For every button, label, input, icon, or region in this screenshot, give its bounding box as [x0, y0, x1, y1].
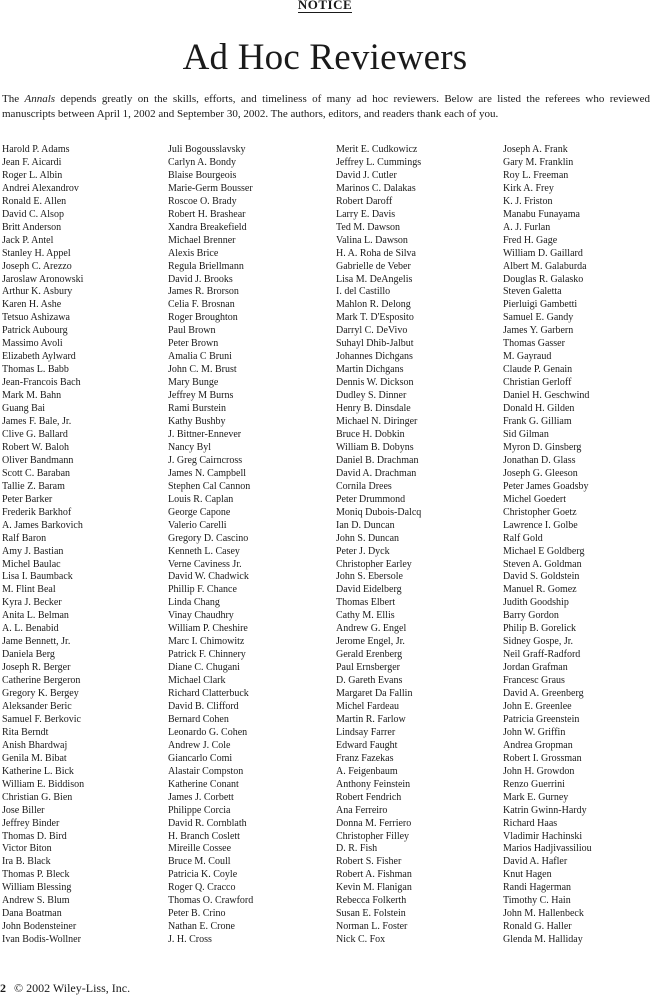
reviewer-name: Gregory D. Cascino	[168, 532, 249, 544]
reviewer-column-1	[2, 144, 84, 947]
reviewer-name: Robert A. Fishman	[336, 869, 412, 881]
reviewer-name: Dudley S. Dinner	[336, 390, 407, 402]
reviewer-name: Steven Galetta	[503, 286, 562, 298]
reviewer-name: Manabu Funayama	[503, 208, 580, 220]
reviewer-name: James J. Corbett	[168, 791, 234, 803]
reviewer-name: D. R. Fish	[336, 843, 378, 855]
reviewer-name: Mary Bunge	[168, 377, 219, 389]
reviewer-name: Richard Clatterbuck	[168, 688, 249, 700]
reviewer-name: Renzo Guerrini	[503, 778, 565, 790]
reviewer-name: Roger Q. Cracco	[168, 882, 236, 894]
reviewer-name: M. Gayraud	[503, 351, 552, 363]
reviewer-name: Merit E. Cudkowicz	[336, 144, 418, 155]
reviewer-name: A. James Barkovich	[2, 519, 83, 531]
reviewer-name: Kathy Bushby	[168, 416, 226, 428]
reviewer-name: Peter Barker	[2, 493, 53, 505]
reviewer-name: Patrick F. Chinnery	[168, 649, 246, 661]
reviewer-name: Clive G. Ballard	[2, 428, 68, 440]
reviewer-name: Anthony Feinstein	[336, 778, 411, 790]
reviewer-name: Vladimir Hachinski	[503, 830, 583, 842]
reviewer-name: J. Greg Cairncross	[168, 454, 243, 466]
reviewer-name: J. H. Cross	[168, 934, 212, 946]
reviewer-name: Mark T. D'Esposito	[336, 312, 414, 324]
reviewer-name: Knut Hagen	[503, 869, 552, 881]
reviewer-name: David R. Cornblath	[168, 817, 247, 829]
reviewer-name: Verne Caviness Jr.	[168, 558, 242, 570]
reviewer-name: H. Branch Coslett	[168, 830, 240, 842]
reviewer-column-2	[168, 144, 253, 947]
intro-paragraph	[2, 92, 650, 122]
reviewer-name: Mark E. Gurney	[503, 791, 569, 803]
reviewer-name: Samuel E. Gandy	[503, 312, 574, 324]
reviewer-name: Anish Bhardwaj	[2, 739, 68, 751]
reviewer-name: Jean F. Aicardi	[2, 156, 62, 168]
reviewer-name: Thomas D. Bird	[2, 830, 67, 842]
reviewer-name: James R. Brorson	[168, 286, 239, 298]
reviewer-name: Suhayl Dhib-Jalbut	[336, 338, 414, 350]
reviewer-name: Darryl C. DeVivo	[336, 325, 408, 337]
reviewer-name: Ian D. Duncan	[336, 519, 395, 531]
reviewer-name: John C. M. Brust	[168, 364, 237, 376]
reviewer-name: Catherine Bergeron	[2, 675, 81, 687]
reviewer-name: Jean-Francois Bach	[2, 377, 81, 389]
reviewer-name: Andrea Gropman	[503, 739, 573, 751]
reviewer-name: Ronald E. Allen	[2, 195, 67, 207]
reviewer-name: David J. Brooks	[168, 273, 233, 285]
reviewer-name: Frank G. Gilliam	[503, 416, 572, 428]
reviewer-name: Marios Hadjivassiliou	[503, 843, 592, 855]
reviewer-name: Stephen Cal Cannon	[168, 480, 251, 492]
reviewer-name: Peter J. Dyck	[336, 545, 390, 557]
reviewer-name: Franz Fazekas	[336, 752, 394, 764]
reviewer-name: Roger L. Albin	[2, 169, 63, 181]
reviewer-name: Diane C. Chugani	[168, 662, 240, 674]
reviewer-name: Katherine L. Bick	[2, 765, 74, 777]
reviewer-name: Steven A. Goldman	[503, 558, 582, 570]
reviewer-name: Gary M. Franklin	[503, 156, 574, 168]
reviewer-name: Valerio Carelli	[168, 519, 227, 531]
reviewer-name: Sid Gilman	[503, 428, 549, 440]
reviewer-name: Daniela Berg	[2, 649, 55, 661]
reviewer-column-4	[503, 144, 592, 947]
reviewer-name: Gregory K. Bergey	[2, 688, 79, 700]
reviewer-name: Andrei Alexandrov	[2, 182, 79, 194]
reviewer-name: Patrick Aubourg	[2, 325, 68, 337]
reviewer-name: Daniel H. Geschwind	[503, 390, 590, 402]
reviewer-name: Rami Burstein	[168, 403, 227, 415]
reviewer-name: Tallie Z. Baram	[2, 480, 65, 492]
reviewer-name: Gabrielle de Veber	[336, 260, 411, 272]
reviewer-name: Alastair Compston	[168, 765, 244, 777]
reviewer-name: Robert I. Grossman	[503, 752, 582, 764]
reviewer-name: John W. Griffin	[503, 726, 566, 738]
reviewer-name: Celia F. Brosnan	[168, 299, 235, 311]
reviewer-name: James N. Campbell	[168, 467, 247, 479]
reviewer-name: Carlyn A. Bondy	[168, 156, 237, 168]
reviewer-name: David A. Drachman	[336, 467, 417, 479]
reviewer-name: Jerome Engel, Jr.	[336, 636, 405, 648]
reviewer-name: Andrew G. Engel	[336, 623, 407, 635]
reviewer-name: Albert M. Galaburda	[503, 260, 587, 272]
reviewer-name: John M. Hallenbeck	[503, 908, 584, 920]
reviewer-name: William Blessing	[2, 882, 72, 894]
reviewer-name: Harold P. Adams	[2, 144, 70, 155]
reviewer-name: Thomas P. Bleck	[2, 869, 70, 881]
reviewer-name: Cathy M. Ellis	[336, 610, 395, 622]
reviewer-name: Michel Goedert	[503, 493, 567, 505]
reviewer-name: Christian Gerloff	[503, 377, 572, 389]
reviewer-name: Robert Daroff	[336, 195, 393, 207]
reviewer-name: John S. Ebersole	[336, 571, 403, 583]
reviewer-name: Johannes Dichgans	[336, 351, 413, 363]
reviewer-name: Kevin M. Flanigan	[336, 882, 412, 894]
reviewer-name: Martin Dichgans	[336, 364, 404, 376]
reviewer-name: Mireille Cossee	[168, 843, 232, 855]
reviewer-name: Massimo Avoli	[2, 338, 63, 350]
reviewer-name: Robert S. Fisher	[336, 856, 402, 868]
reviewer-name: Glenda M. Halliday	[503, 934, 583, 946]
reviewer-name: Peter Drummond	[336, 493, 406, 505]
reviewer-name: Moniq Dubois-Dalcq	[336, 506, 422, 518]
reviewer-name: David J. Cutler	[336, 169, 397, 181]
reviewer-name: David W. Chadwick	[168, 571, 249, 583]
reviewer-name: A. J. Furlan	[503, 221, 551, 233]
reviewer-name: Judith Goodship	[503, 597, 569, 609]
reviewer-name: Jose Biller	[2, 804, 45, 816]
reviewer-name: Thomas O. Crawford	[168, 895, 254, 907]
reviewer-name: Patricia Greenstein	[503, 713, 580, 725]
reviewer-name: Manuel R. Gomez	[503, 584, 577, 596]
reviewer-name: David Eidelberg	[336, 584, 402, 596]
reviewer-name: Roger Broughton	[168, 312, 238, 324]
reviewer-name: Neil Graff-Radford	[503, 649, 581, 661]
reviewer-name: George Capone	[168, 506, 231, 518]
reviewer-name: Arthur K. Asbury	[2, 286, 73, 298]
reviewer-name: Ivan Bodis-Wollner	[2, 934, 81, 946]
reviewer-name: Scott C. Baraban	[2, 467, 71, 479]
reviewer-name: H. A. Roha de Silva	[336, 247, 416, 259]
page-number: 2	[0, 981, 6, 995]
reviewer-name: Lisa I. Baumback	[2, 571, 73, 583]
reviewer-name: Katrin Gwinn-Hardy	[503, 804, 587, 816]
reviewer-name: Alexis Brice	[168, 247, 219, 259]
reviewer-name: Christopher Earley	[336, 558, 412, 570]
reviewer-name: Michel Baulac	[2, 558, 61, 570]
reviewer-name: A. L. Benabid	[2, 623, 59, 635]
reviewer-name: Michael Clark	[168, 675, 226, 687]
reviewer-name: Marinos C. Dalakas	[336, 182, 416, 194]
notice-heading: NOTICE	[0, 0, 650, 13]
reviewer-name: Guang Bai	[2, 403, 46, 415]
reviewer-name: Rebecca Folkerth	[336, 895, 407, 907]
reviewer-name: M. Flint Beal	[2, 584, 56, 596]
reviewer-name: Cornila Drees	[336, 480, 392, 492]
reviewer-name: John E. Greenlee	[503, 700, 572, 712]
reviewer-name: Amy J. Bastian	[2, 545, 64, 557]
reviewer-name: Leonardo G. Cohen	[168, 726, 248, 738]
reviewer-name: I. del Castillo	[336, 286, 391, 298]
reviewer-name: Gerald Erenberg	[336, 649, 403, 661]
reviewer-name: Bruce M. Coull	[168, 856, 231, 868]
reviewer-name: Xandra Breakefield	[168, 221, 247, 233]
reviewer-name: Dennis W. Dickson	[336, 377, 414, 389]
reviewer-name: Dana Boatman	[2, 908, 62, 920]
reviewer-column-3	[336, 144, 421, 947]
reviewer-name: Ralf Gold	[503, 532, 543, 544]
reviewer-name: Donald H. Gilden	[503, 403, 575, 415]
reviewer-name: William D. Gaillard	[503, 247, 583, 259]
reviewer-name: David B. Clifford	[168, 700, 239, 712]
reviewer-name: Fred H. Gage	[503, 234, 558, 246]
reviewer-name: Juli Bogousslavsky	[168, 144, 246, 155]
reviewer-name: Joseph C. Arezzo	[2, 260, 72, 272]
reviewer-name: Norman L. Foster	[336, 921, 408, 933]
reviewer-name: Joseph R. Berger	[2, 662, 71, 674]
reviewer-name: Jeffrey Binder	[2, 817, 60, 829]
reviewer-name: Amalia C Bruni	[168, 351, 232, 363]
reviewer-name: Ana Ferreiro	[336, 804, 388, 816]
reviewer-name: Thomas Gasser	[503, 338, 565, 350]
reviewer-name: Edward Faught	[336, 739, 398, 751]
reviewer-name: Samuel F. Berkovic	[2, 713, 81, 725]
reviewer-name: Anita L. Belman	[2, 610, 69, 622]
reviewer-name: Mahlon R. Delong	[336, 299, 411, 311]
reviewer-name: Marc I. Chimowitz	[168, 636, 245, 648]
reviewer-name: Daniel B. Drachman	[336, 454, 419, 466]
reviewer-name: Barry Gordon	[503, 610, 559, 622]
reviewer-name: John H. Growdon	[503, 765, 575, 777]
page-footer	[0, 981, 130, 996]
reviewer-name: Ted M. Dawson	[336, 221, 401, 233]
reviewer-name: Robert W. Baloh	[2, 441, 69, 453]
reviewer-name: Susan E. Folstein	[336, 908, 406, 920]
reviewer-name: Myron D. Ginsberg	[503, 441, 582, 453]
reviewer-name: Jeffrey M Burns	[168, 390, 234, 402]
reviewer-name: Ira B. Black	[2, 856, 51, 868]
reviewer-name: Vinay Chaudhry	[168, 610, 234, 622]
reviewer-name: Douglas R. Galasko	[503, 273, 584, 285]
reviewer-name: Giancarlo Comi	[168, 752, 233, 764]
reviewer-name: Aleksander Beric	[2, 700, 72, 712]
reviewer-name: Andrew J. Cole	[168, 739, 231, 751]
reviewer-name: Ronald G. Haller	[503, 921, 572, 933]
reviewer-name: Martin R. Farlow	[336, 713, 406, 725]
reviewer-name: Joseph G. Gleeson	[503, 467, 578, 479]
reviewer-name: Jeffrey L. Cummings	[336, 156, 422, 168]
reviewer-name: Francesc Graus	[503, 675, 565, 687]
reviewer-name: Peter Brown	[168, 338, 219, 350]
reviewer-name: Margaret Da Fallin	[336, 688, 413, 700]
reviewer-name: Rita Berndt	[2, 726, 49, 738]
reviewer-name: David A. Greenberg	[503, 688, 584, 700]
reviewer-name: Joseph A. Frank	[503, 144, 568, 155]
reviewer-name: Mark M. Bahn	[2, 390, 62, 402]
reviewer-name: K. J. Friston	[503, 195, 553, 207]
reviewer-name: Philippe Corcia	[168, 804, 231, 816]
reviewer-name: Peter James Goadsby	[503, 480, 589, 492]
reviewer-name: Kirk A. Frey	[503, 182, 554, 194]
reviewer-name: Marie-Germ Bousser	[168, 182, 253, 194]
reviewer-name: Stanley H. Appel	[2, 247, 71, 259]
reviewer-name: Nathan E. Crone	[168, 921, 235, 933]
reviewer-name: Bruce H. Dobkin	[336, 428, 405, 440]
reviewer-name: Oliver Bandmann	[2, 454, 74, 466]
reviewer-name: Claude P. Genain	[503, 364, 573, 376]
reviewer-name: Victor Biton	[2, 843, 52, 855]
reviewer-name: D. Gareth Evans	[336, 675, 403, 687]
reviewer-name: David A. Hafler	[503, 856, 568, 868]
reviewer-name: Blaise Bourgeois	[168, 169, 237, 181]
reviewer-name: Nancy Byl	[168, 441, 212, 453]
reviewer-name: Elizabeth Aylward	[2, 351, 76, 363]
reviewer-name: Patricia K. Coyle	[168, 869, 238, 881]
reviewer-name: Roy L. Freeman	[503, 169, 569, 181]
reviewer-name: Lindsay Farrer	[336, 726, 396, 738]
reviewer-name: James Y. Garbern	[503, 325, 574, 337]
reviewer-name: Peter B. Crino	[168, 908, 226, 920]
reviewer-name: Thomas Elbert	[336, 597, 396, 609]
reviewer-name: Paul Brown	[168, 325, 216, 337]
reviewer-name: Phillip F. Chance	[168, 584, 237, 596]
reviewer-name: Lisa M. DeAngelis	[336, 273, 413, 285]
reviewer-name: Valina L. Dawson	[336, 234, 408, 246]
page-title: Ad Hoc Reviewers	[182, 37, 468, 78]
reviewer-name: Thomas L. Babb	[2, 364, 69, 376]
reviewer-name: Philip B. Gorelick	[503, 623, 577, 635]
reviewer-name: Paul Ernsberger	[336, 662, 400, 674]
reviewer-name: Pierluigi Gambetti	[503, 299, 578, 311]
reviewer-name: Jordan Grafman	[503, 662, 568, 674]
reviewer-name: Genila M. Bibat	[2, 752, 67, 764]
reviewer-name: Larry E. Davis	[336, 208, 396, 220]
reviewer-name: Michael Brenner	[168, 234, 236, 246]
reviewer-name: J. Bittner-Ennever	[168, 428, 242, 440]
reviewer-name: Katherine Conant	[168, 778, 239, 790]
reviewer-name: Henry B. Dinsdale	[336, 403, 411, 415]
reviewer-name: David S. Goldstein	[503, 571, 580, 583]
reviewer-name: Jame Bennett, Jr.	[2, 636, 71, 648]
reviewer-name: John Bodensteiner	[2, 921, 77, 933]
reviewer-name: Michael E Goldberg	[503, 545, 585, 557]
reviewer-name: Nick C. Fox	[336, 934, 386, 946]
reviewer-name: Christopher Filley	[336, 830, 410, 842]
intro-body: depends greatly on the skills, efforts, and timeliness of many ad hoc reviewers. Below are listed the referees who reviewed manuscripts between April 1, 2002 and September 30, 2002. The authors, editors, and readers thank each of you.	[2, 93, 650, 120]
reviewer-name: Roscoe O. Brady	[168, 195, 237, 207]
reviewer-name: Regula Briellmann	[168, 260, 244, 272]
reviewer-name: David C. Alsop	[2, 208, 64, 220]
reviewer-name: Andrew S. Blum	[2, 895, 70, 907]
reviewer-name: Sidney Gospe, Jr.	[503, 636, 573, 648]
reviewer-name: Britt Anderson	[2, 221, 62, 233]
reviewer-name: William B. Dobyns	[336, 441, 414, 453]
reviewer-name: Louis R. Caplan	[168, 493, 234, 505]
reviewer-name: Kyra J. Becker	[2, 597, 62, 609]
reviewer-name: Michel Fardeau	[336, 700, 400, 712]
reviewer-name: Lawrence I. Golbe	[503, 519, 578, 531]
reviewer-name: James F. Bale, Jr.	[2, 416, 72, 428]
reviewer-name: Christopher Goetz	[503, 506, 577, 518]
reviewer-name: Kenneth L. Casey	[168, 545, 240, 557]
reviewer-name: Robert H. Brashear	[168, 208, 246, 220]
copyright-notice: © 2002 Wiley-Liss, Inc.	[14, 981, 131, 995]
reviewer-name: Donna M. Ferriero	[336, 817, 412, 829]
reviewer-name: Jaroslaw Aronowski	[2, 273, 84, 285]
reviewer-name: Michael N. Diringer	[336, 416, 418, 428]
reviewer-name: Bernard Cohen	[168, 713, 229, 725]
reviewer-name: Karen H. Ashe	[2, 299, 62, 311]
reviewer-name: Tetsuo Ashizawa	[2, 312, 70, 324]
reviewer-name: Randi Hagerman	[503, 882, 572, 894]
reviewer-name: Timothy C. Hain	[503, 895, 571, 907]
reviewer-name: Christian G. Bien	[2, 791, 73, 803]
journal-name: Annals	[24, 93, 56, 105]
reviewer-name: Richard Haas	[503, 817, 558, 829]
reviewer-name: Jonathan D. Glass	[503, 454, 576, 466]
reviewer-name: A. Feigenbaum	[336, 765, 398, 777]
reviewer-name: John S. Duncan	[336, 532, 400, 544]
reviewer-name: Robert Fendrich	[336, 791, 402, 803]
reviewer-name: Ralf Baron	[2, 532, 47, 544]
reviewer-name: William P. Cheshire	[168, 623, 248, 635]
reviewer-name: Frederik Barkhof	[2, 506, 72, 518]
reviewer-name: Linda Chang	[168, 597, 220, 609]
intro-lead: The	[2, 93, 25, 105]
reviewer-name: Jack P. Antel	[2, 234, 54, 246]
reviewer-name: William E. Biddison	[2, 778, 85, 790]
